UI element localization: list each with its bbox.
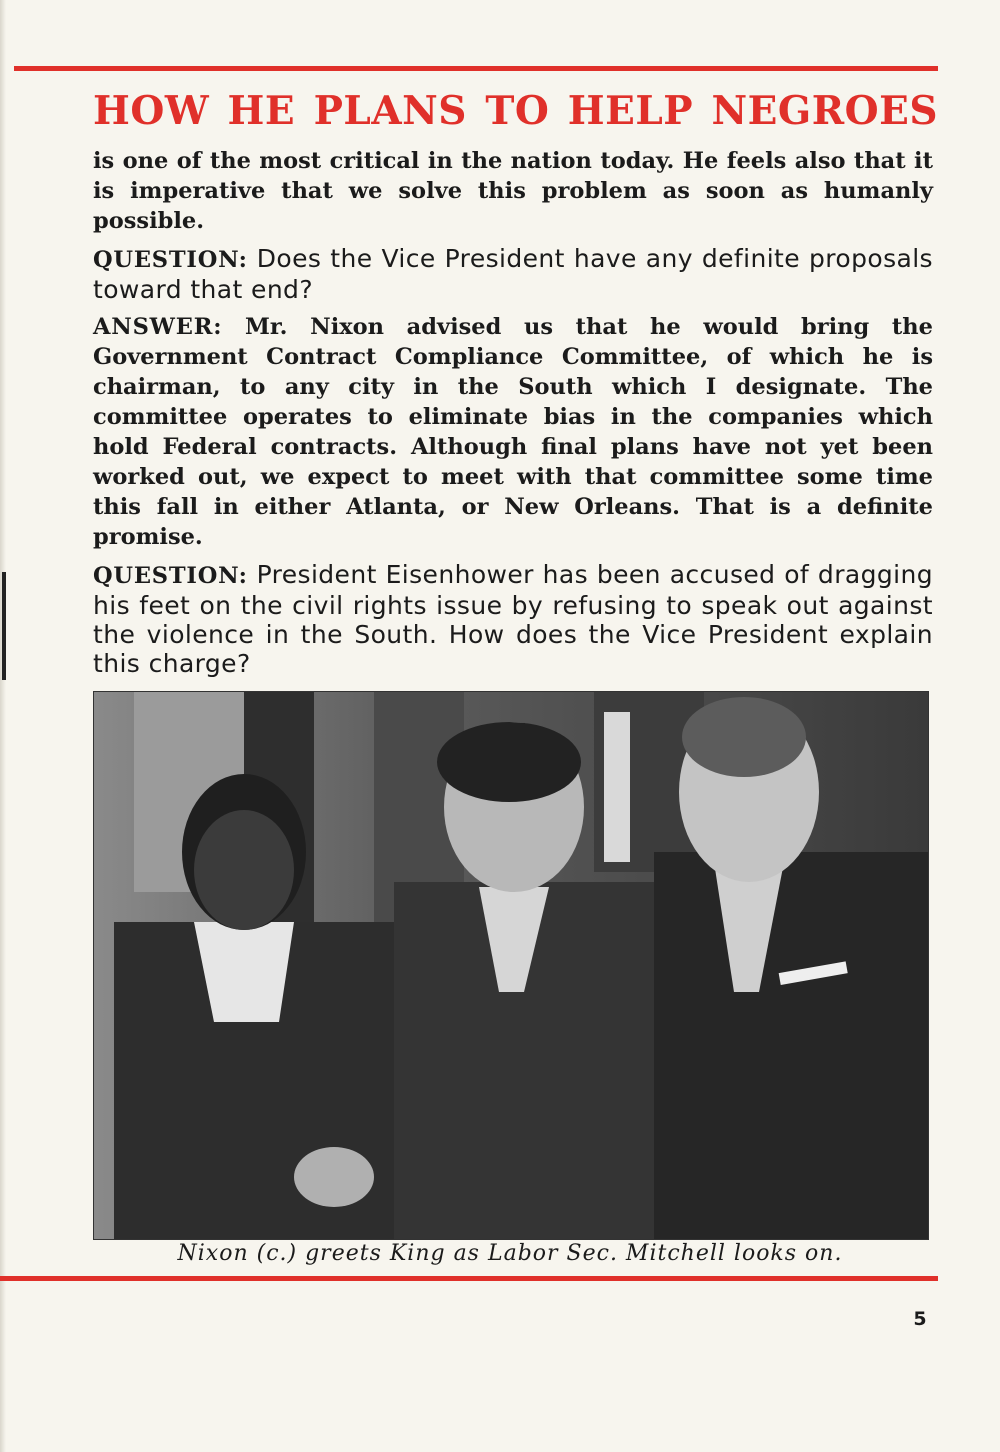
bottom-red-rule (0, 1276, 938, 1281)
top-red-rule (14, 66, 938, 71)
news-photo (93, 691, 929, 1240)
article-body (93, 146, 933, 686)
page-number: 5 (913, 1308, 927, 1330)
article-paragraph-intro: is one of the most critical in the nation today. He feels also that it is imperative that we solve this problem as soon as humanly possible. (93, 148, 933, 234)
page-headline: HOW HE PLANS TO HELP NEGROES (93, 88, 938, 134)
answer-label: ANSWER: (93, 314, 223, 340)
photo-illustration (94, 692, 928, 1239)
question-label: QUESTION: (93, 563, 248, 589)
answer-text: Mr. Nixon advised us that he would bring the Government Contract Compliance Committee, of which he is chairman, to any city in the South which I designate. The committee operates to eliminate bias in the companies which hold Federal contracts. Although final plans have not yet been worked out, we expect to meet with that committee some time this fall in either Atlanta, or New Orleans. That is a definite promise. (93, 314, 933, 550)
question-label: QUESTION: (93, 247, 248, 273)
binding-mark (2, 572, 6, 680)
question-text: Does the Vice President have any definite proposals toward that end? (93, 244, 933, 304)
photo-caption: Nixon (c.) greets King as Labor Sec. Mitchell looks on. (177, 1241, 843, 1266)
question-text: President Eisenhower has been accused of dragging his feet on the civil rights issue by refusing to speak out against the violence in the South. How does the Vice President explain this charge? (93, 560, 933, 678)
answer-paragraph-1 (93, 312, 933, 552)
question-paragraph-1 (93, 244, 933, 304)
binding-edge (0, 0, 6, 1452)
question-paragraph-2 (93, 560, 933, 678)
